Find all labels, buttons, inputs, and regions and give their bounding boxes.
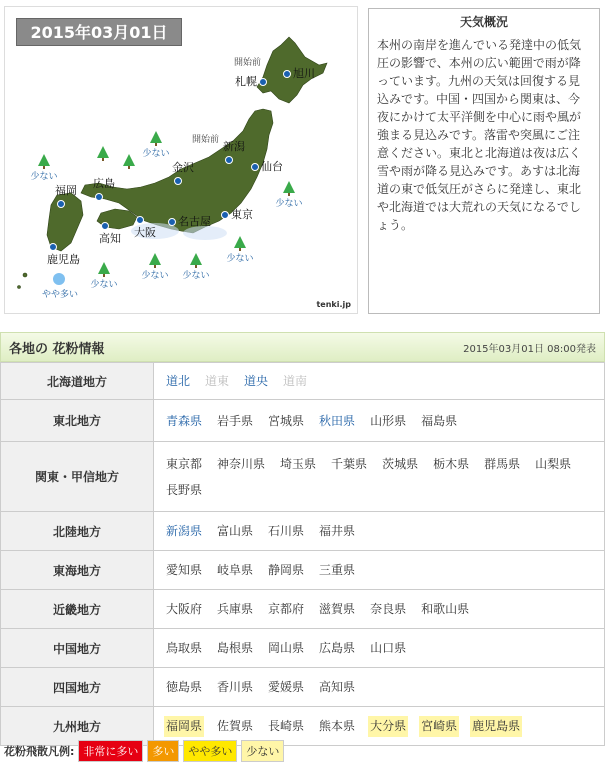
pollen-region-row	[1, 629, 605, 668]
pollen-level-label: 少ない	[182, 271, 210, 281]
prefecture-link[interactable]: 宮城県	[268, 413, 305, 428]
prefecture-link[interactable]: 石川県	[268, 524, 305, 538]
pollen-region-row	[1, 551, 605, 590]
prefecture-link[interactable]: 秋田県	[319, 413, 356, 428]
city-label: 高知	[99, 232, 121, 245]
region-prefectures	[154, 512, 605, 551]
legend-title: 花粉飛散凡例:	[4, 745, 75, 758]
cedar-tree-icon	[282, 180, 296, 196]
pollen-region-row	[1, 400, 605, 442]
city-label: 金沢	[172, 161, 194, 174]
prefecture-link[interactable]: 長崎県	[268, 719, 305, 733]
pollen-level-label: 少ない	[141, 271, 169, 281]
region-prefectures	[154, 629, 605, 668]
pollen-level-label: やや多い	[42, 290, 79, 300]
prefecture-link[interactable]: 福井県	[319, 524, 356, 538]
legend-items	[78, 740, 288, 762]
region-name: 中国地方	[1, 629, 154, 668]
city-marker-icon	[259, 78, 267, 86]
prefecture-link[interactable]: 愛媛県	[268, 680, 305, 694]
prefecture-link[interactable]: 青森県	[166, 413, 203, 428]
prefecture-link[interactable]: 富山県	[217, 524, 254, 538]
map-note: 開始前	[234, 58, 262, 68]
pollen-region-row	[1, 442, 605, 512]
prefecture-link[interactable]: 宮崎県	[419, 716, 459, 737]
city-label: 名古屋	[178, 215, 211, 228]
map-city[interactable]	[235, 75, 269, 88]
map-city[interactable]	[166, 215, 211, 228]
prefecture-link: 道東	[205, 374, 230, 388]
prefecture-link[interactable]: 滋賀県	[319, 602, 356, 616]
pollen-level-label: 少ない	[90, 280, 118, 290]
pollen-level-label: 少ない	[275, 199, 303, 209]
map-pollen-marker	[179, 252, 213, 281]
prefecture-link[interactable]: 和歌山県	[421, 602, 470, 616]
prefecture-link[interactable]: 静岡県	[268, 563, 305, 577]
pollen-section	[0, 332, 605, 746]
city-label: 大阪	[134, 226, 156, 239]
city-marker-icon	[101, 222, 109, 230]
pollen-level-label: 少ない	[226, 254, 254, 264]
region-prefectures	[154, 363, 605, 400]
map-city[interactable]	[249, 160, 283, 173]
prefecture-link[interactable]: 島根県	[217, 641, 254, 655]
pollen-title: 各地の 花粉情報	[9, 341, 105, 357]
map-pollen-marker	[223, 235, 257, 264]
prefecture-link[interactable]: 群馬県	[484, 456, 521, 471]
map-city[interactable]	[172, 161, 194, 187]
region-name: 近畿地方	[1, 590, 154, 629]
region-name: 東北地方	[1, 400, 154, 442]
prefecture-link[interactable]: 奈良県	[370, 602, 407, 616]
pollen-header	[0, 332, 605, 362]
prefecture-link[interactable]: 神奈川県	[217, 456, 266, 471]
city-label: 旭川	[293, 67, 315, 80]
prefecture-link[interactable]: 福島県	[421, 413, 458, 428]
prefecture-link[interactable]: 岡山県	[268, 641, 305, 655]
map-date: 2015年03月01日	[16, 18, 182, 46]
prefecture-link[interactable]: 山口県	[370, 641, 407, 655]
pollen-region-row	[1, 512, 605, 551]
prefecture-link[interactable]: 徳島県	[166, 680, 203, 694]
map-city[interactable]	[47, 240, 80, 266]
map-city[interactable]	[134, 213, 156, 239]
prefecture-link[interactable]: 茨城県	[382, 456, 419, 471]
prefecture-link[interactable]: 道央	[244, 374, 269, 388]
map-note: 開始前	[192, 135, 220, 145]
prefecture-link[interactable]: 道北	[166, 374, 191, 388]
weather-top	[0, 0, 605, 318]
prefecture-link[interactable]: 千葉県	[331, 456, 368, 471]
city-marker-icon	[251, 163, 259, 171]
map-credit: tenki.jp	[316, 300, 351, 309]
region-name: 北陸地方	[1, 512, 154, 551]
legend-item: 少ない	[241, 740, 284, 762]
map-pollen-marker	[138, 252, 172, 281]
map-city[interactable]	[93, 177, 115, 203]
region-name: 九州地方	[1, 707, 154, 746]
map-city[interactable]	[219, 208, 253, 221]
map-pollen-marker	[42, 271, 79, 300]
prefecture-link[interactable]: 兵庫県	[217, 602, 254, 616]
prefecture-link[interactable]: 岐阜県	[217, 563, 254, 577]
pollen-level-label: 少ない	[142, 149, 170, 159]
overview-title: 天気概況	[459, 15, 508, 29]
city-marker-icon	[221, 211, 229, 219]
prefecture-link[interactable]: 大阪府	[166, 602, 203, 616]
overview-text: 本州の南岸を進んでいる発達中の低気圧の影響で、本州の広い範囲で雨が降っています。九州の天気は回復する見込みです。中国・四国から関東は、今夜にかけて太平洋側を中心に雨や風が強まる見込みです。落雷や突風にご注意ください。東北と北海道は夜は広く雪や雨が降る見込みです。あすは北海道の東で低気圧がさらに発達し、東北や北海道では大荒れの天気になるでしょう。	[377, 38, 582, 232]
map-pollen-marker	[139, 130, 173, 159]
prefecture-link[interactable]: 高知県	[319, 680, 356, 694]
city-marker-icon	[283, 70, 291, 78]
city-marker-icon	[168, 218, 176, 226]
region-name: 北海道地方	[1, 363, 154, 400]
city-marker-icon	[57, 200, 65, 208]
cedar-tree-icon	[96, 145, 110, 161]
cedar-tree-icon	[97, 261, 111, 277]
cedar-tree-icon	[122, 153, 136, 169]
prefecture-link[interactable]: 福岡県	[164, 716, 204, 737]
prefecture-link[interactable]: 岩手県	[217, 413, 254, 428]
pollen-region-row	[1, 668, 605, 707]
cedar-tree-icon	[189, 252, 203, 268]
pollen-issued: 2015年03月01日 08:00発表	[463, 343, 596, 355]
prefecture-link[interactable]: 京都府	[268, 602, 305, 616]
region-prefectures	[154, 590, 605, 629]
region-prefectures	[154, 551, 605, 590]
prefecture-link[interactable]: 東京都	[166, 456, 203, 471]
weather-overview	[368, 8, 600, 314]
legend-item: 多い	[147, 740, 179, 762]
prefecture-link[interactable]: 新潟県	[166, 524, 203, 538]
map-city[interactable]	[281, 67, 315, 80]
city-marker-icon	[174, 177, 182, 185]
region-prefectures	[154, 668, 605, 707]
city-label: 東京	[231, 208, 253, 221]
cedar-tree-icon	[148, 252, 162, 268]
pollen-region-row	[1, 363, 605, 400]
cedar-tree-icon	[37, 153, 51, 169]
prefecture-link: 道南	[283, 374, 308, 388]
cedar-tree-icon	[149, 130, 163, 146]
city-marker-icon	[95, 193, 103, 201]
prefecture-link[interactable]: 長野県	[166, 482, 203, 497]
region-name: 東海地方	[1, 551, 154, 590]
map-pollen-marker	[87, 261, 121, 290]
legend-item: やや多い	[183, 740, 237, 762]
city-label: 鹿児島	[47, 253, 80, 266]
prefecture-link[interactable]: 広島県	[319, 641, 356, 655]
prefecture-link[interactable]: 三重県	[319, 563, 356, 577]
region-prefectures	[154, 442, 605, 512]
city-label: 広島	[93, 177, 115, 190]
prefecture-link[interactable]: 鹿児島県	[470, 716, 522, 737]
city-marker-icon	[136, 216, 144, 224]
prefecture-link[interactable]: 栃木県	[433, 456, 470, 471]
prefecture-link[interactable]: 香川県	[217, 680, 254, 694]
prefecture-link[interactable]: 佐賀県	[217, 719, 254, 733]
city-marker-icon	[225, 156, 233, 164]
prefecture-link[interactable]: 大分県	[368, 716, 408, 737]
japan-map	[4, 6, 358, 314]
region-name: 関東・甲信地方	[1, 442, 154, 512]
prefecture-link[interactable]: 山梨県	[535, 456, 572, 471]
city-marker-icon	[49, 243, 57, 251]
pollen-level-label: 少ない	[30, 172, 58, 182]
city-label: 福岡	[55, 184, 77, 197]
prefecture-link[interactable]: 愛知県	[166, 563, 203, 577]
legend-item: 非常に多い	[78, 740, 143, 762]
city-label: 札幌	[235, 75, 257, 88]
city-label: 新潟	[223, 140, 245, 153]
map-city[interactable]	[99, 219, 121, 245]
cedar-tree-icon	[233, 235, 247, 251]
pollen-region-row	[1, 590, 605, 629]
map-city[interactable]	[55, 184, 77, 210]
region-prefectures	[154, 400, 605, 442]
map-pollen-marker	[27, 153, 61, 182]
pollen-legend	[4, 740, 288, 762]
map-city[interactable]	[223, 140, 245, 166]
prefecture-link[interactable]: 熊本県	[319, 719, 356, 733]
pollen-burst-icon	[52, 271, 66, 287]
pollen-table	[0, 362, 605, 746]
region-name: 四国地方	[1, 668, 154, 707]
prefecture-link[interactable]: 埼玉県	[280, 456, 317, 471]
city-label: 仙台	[261, 160, 283, 173]
prefecture-link[interactable]: 山形県	[370, 413, 407, 428]
prefecture-link[interactable]: 鳥取県	[166, 641, 203, 655]
map-pollen-marker	[272, 180, 306, 209]
